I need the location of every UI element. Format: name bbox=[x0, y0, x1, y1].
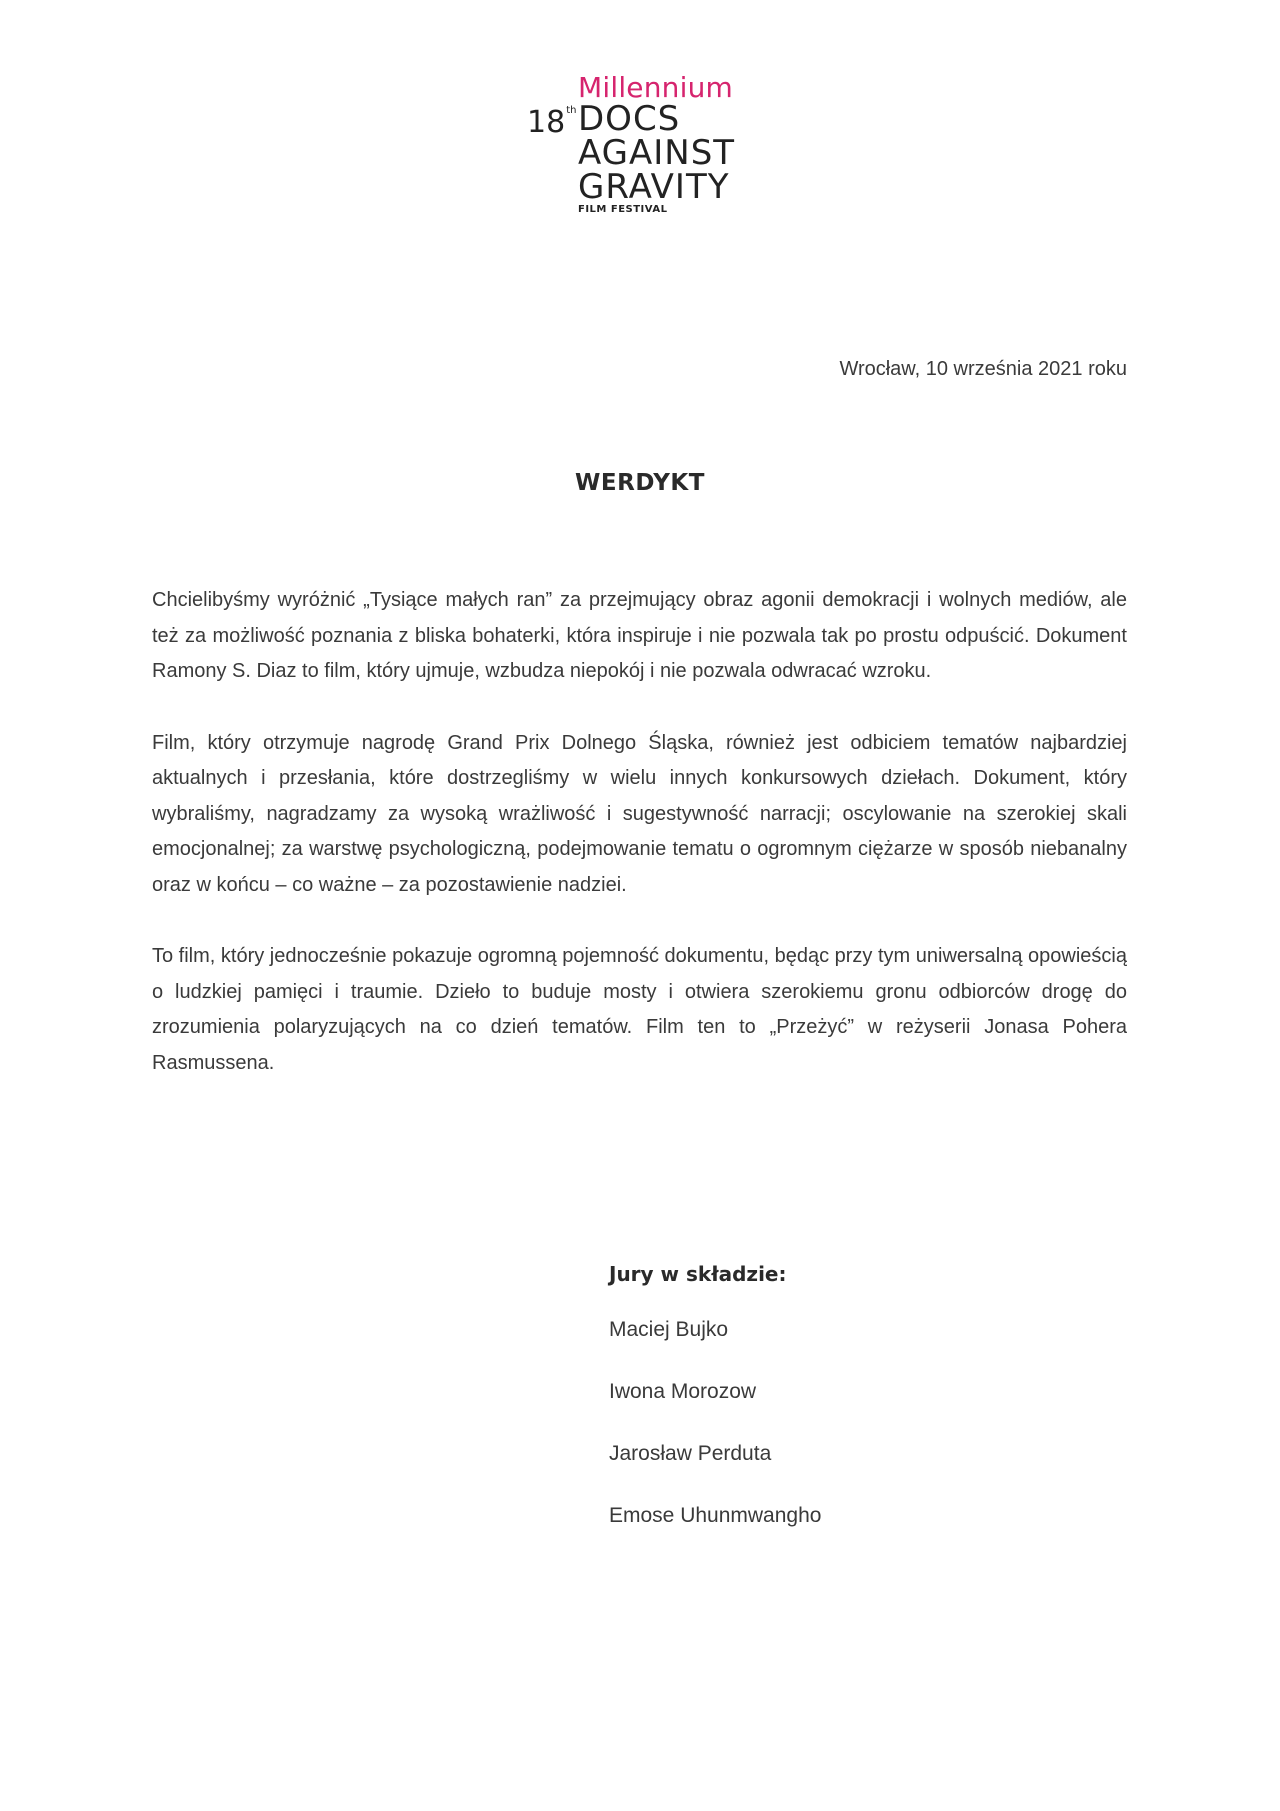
logo-brand: Millennium bbox=[578, 71, 734, 104]
jury-member: Emose Uhunmwangho bbox=[609, 1504, 822, 1527]
logo-line-gravity: GRAVITY bbox=[578, 167, 730, 207]
logo-line-against: AGAINST bbox=[578, 133, 736, 173]
jury-member: Jarosław Perduta bbox=[609, 1442, 772, 1465]
jury-section bbox=[609, 1262, 821, 1565]
logo-film-festival: FILM FESTIVAL bbox=[578, 204, 668, 215]
document-body bbox=[152, 583, 1127, 1117]
jury-member: Iwona Morozow bbox=[609, 1380, 757, 1403]
logo-line-docs: DOCS bbox=[578, 99, 681, 139]
document-title: WERDYKT bbox=[575, 470, 705, 496]
paragraph-3: To film, który jednocześnie pokazuje ogromną pojemność dokumentu, będąc przy tym uniwersalną opowieścią o ludzkiej pamięci i traumie. Dzieło to buduje mosty i otwiera szerokiemu gronu odbiorców drogę do zrozumienia polaryzujących na co dzień tematów. Film ten to „Przeżyć” w reżyserii Jonasa Pohera Rasmussena. bbox=[152, 945, 1127, 1074]
jury-heading: Jury w składzie: bbox=[609, 1262, 787, 1286]
paragraph-1: Chcielibyśmy wyróżnić „Tysiące małych ran” za przejmujący obraz agonii demokracji i wolnych mediów, ale też za możliwość poznania z bliska bohaterki, która inspiruje i nie pozwala tak po prostu odpuścić. Dokument Ramony S. Diaz to film, który ujmuje, wzbudza niepokój i nie pozwala odwracać wzroku. bbox=[152, 589, 1127, 682]
document-date: Wrocław, 10 września 2021 roku bbox=[839, 358, 1127, 380]
paragraph-2: Film, który otrzymuje nagrodę Grand Prix Dolnego Śląska, również jest odbiciem tematów najbardziej aktualnych i przesłania, które dostrzegliśmy w wielu innych konkursowych dziełach. Dokument, który wybraliśmy, nagradzamy za wysoką wrażliwość i sugestywność narracji; oscylowanie na szerokiej skali emocjonalnej; za warstwę psychologiczną, podejmowanie tematu o ogromnym ciężarze w sposób niebanalny oraz w końcu – co ważne – za pozostawienie nadziei. bbox=[152, 731, 1127, 896]
logo-edition-suffix: th bbox=[566, 105, 577, 116]
logo-edition bbox=[527, 102, 576, 140]
logo-edition-number: 18 bbox=[527, 105, 566, 140]
jury-member: Maciej Bujko bbox=[609, 1318, 729, 1341]
festival-logo bbox=[525, 72, 755, 222]
